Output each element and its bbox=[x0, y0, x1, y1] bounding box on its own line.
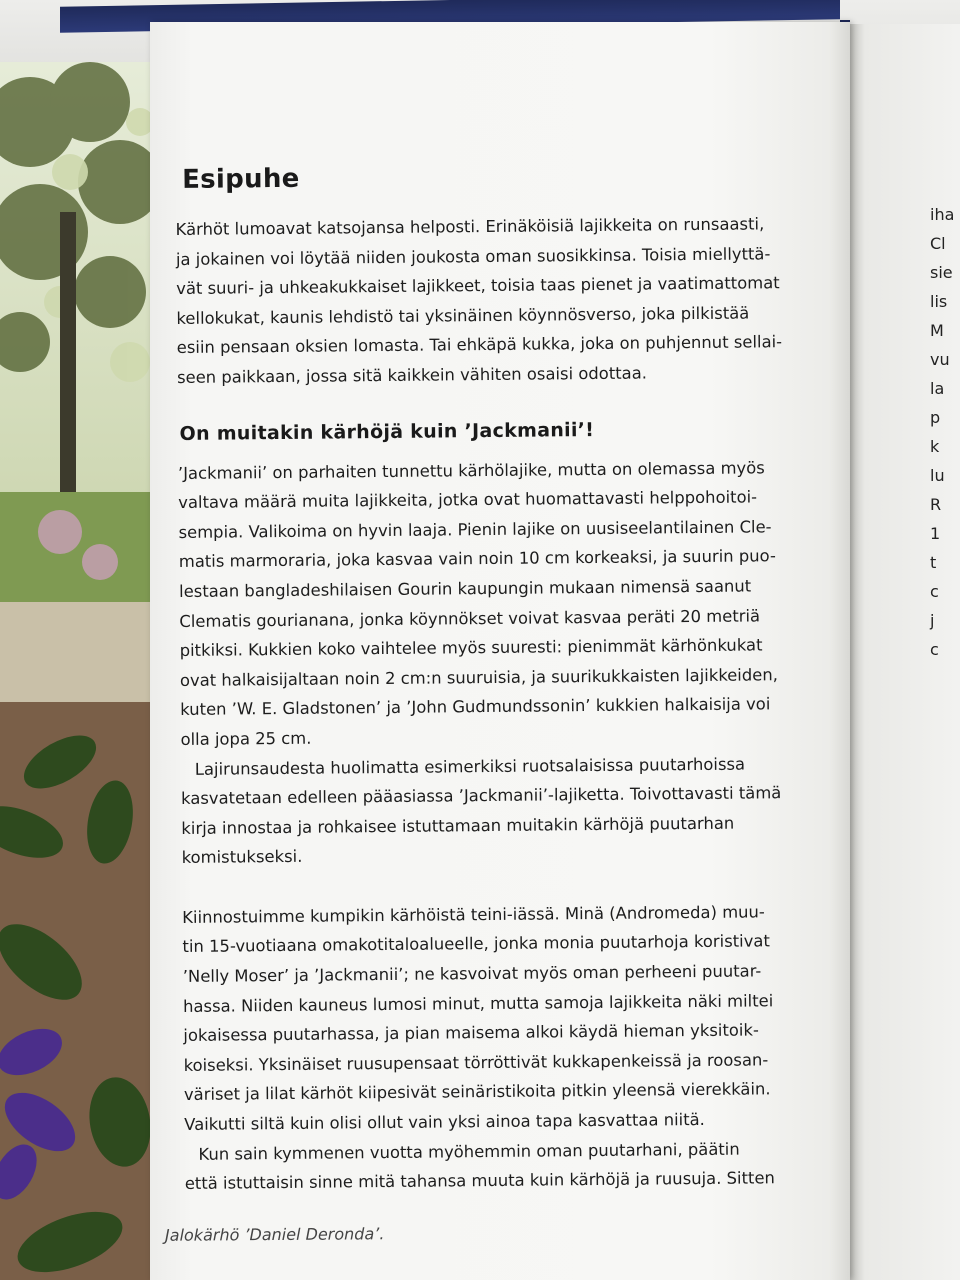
text-line: kasvatetaan edelleen pääasiassa ’Jackmanii’-lajiketta. Toivottavasti tämä bbox=[180, 783, 782, 809]
text-line: ja jokainen voi löytää niiden joukosta oman suosikkinsa. Toisia miellyttä- bbox=[175, 243, 771, 269]
garden-photo bbox=[0, 62, 155, 1280]
text-line: Lajirunsaudesta huolimatta esimerkiksi ruotsalaisissa puutarhoissa bbox=[194, 754, 746, 779]
text-line: kellokukat, kaunis lehdistö tai yksinäinen köynnösverso, joka pilkistää bbox=[176, 303, 750, 328]
text-fragment: sie bbox=[930, 263, 953, 282]
text-line: pitkiksi. Kukkien koko vaihtelee myös suuresti: pienimmät kärhönkukat bbox=[179, 635, 763, 661]
text-line: kirja innostaa ja rohkaisee istuttamaan muitakin kärhöjä puutarhan bbox=[181, 813, 735, 838]
page-heading: Esipuhe bbox=[181, 163, 300, 195]
text-line: olla jopa 25 cm. bbox=[180, 728, 312, 749]
text-line: ’Jackmanii’ on parhaiten tunnettu kärhölajike, mutta on olemassa myös bbox=[177, 457, 765, 483]
text-line: väriset ja lilat kärhöt kiipesivät seinäristikoita pitkin yleensä vierekkäin. bbox=[183, 1079, 771, 1105]
text-line: koiseksi. Yksinäiset ruusupensaat törröttivät kukkapenkeissä ja roosan- bbox=[183, 1050, 769, 1075]
section-paragraph-2 bbox=[181, 748, 822, 873]
text-line: ’Nelly Moser’ ja ’Jackmanii’; ne kasvoivat myös oman perheeni puutar- bbox=[182, 961, 762, 987]
section-paragraph-1 bbox=[178, 452, 821, 754]
text-line: seen paikkaan, jossa sitä kaikkein vähiten osaisi odottaa. bbox=[176, 363, 648, 387]
text-line: Clematis gourianana, jonka köynnökset voivat kasvaa peräti 20 metriä bbox=[179, 605, 761, 631]
text-line: Kärhöt lumoavat katsojansa helposti. Erinäköisiä lajikkeita on runsaasti, bbox=[175, 214, 765, 239]
text-line: hassa. Niiden kauneus lumosi minut, mutta samoja lajikkeita näki miltei bbox=[182, 990, 774, 1016]
text-line: esiin pensaan oksien lomasta. Tai ehkäpä kukka, joka on puhjennut sellai- bbox=[176, 332, 783, 358]
text-fragment: la bbox=[930, 379, 945, 398]
text-fragment: 1 bbox=[930, 524, 941, 543]
next-page-text bbox=[930, 200, 954, 664]
photo-caption: Jalokärhö ’Daniel Deronda’. bbox=[164, 1224, 385, 1245]
text-line: valtava määrä muita lajikkeita, jotka ovat huomattavasti helppohoitoi- bbox=[178, 487, 758, 513]
page-text bbox=[175, 159, 825, 1199]
text-fragment: j bbox=[930, 611, 935, 630]
text-fragment: p bbox=[930, 408, 941, 427]
text-line: että istuttaisin sinne mitä tahansa muuta kuin kärhöjä ja ruusuja. Sitten bbox=[184, 1168, 775, 1194]
text-line: tin 15-vuotiaana omakotitaloalueelle, jonka monia puutarhoja koristivat bbox=[182, 931, 770, 957]
text-line: sempia. Valikoima on hyvin laaja. Pienin lajike on uusiseelantilainen Cle- bbox=[178, 517, 772, 542]
section-heading: On muitakin kärhöjä kuin ’Jackmanii’! bbox=[179, 418, 595, 445]
text-fragment: lu bbox=[930, 466, 945, 485]
text-fragment: iha bbox=[930, 205, 955, 224]
text-fragment: c bbox=[930, 640, 939, 659]
text-fragment: k bbox=[930, 437, 940, 456]
text-line: Kun sain kymmenen vuotta myöhemmin oman puutarhani, päätin bbox=[198, 1139, 740, 1164]
intro-paragraph bbox=[175, 209, 817, 393]
section-paragraph-3 bbox=[182, 897, 824, 1140]
text-line: vät suuri- ja uhkeakukkaiset lajikkeet, toisia taas pienet ja vaatimattomat bbox=[176, 273, 780, 299]
text-fragment: R bbox=[930, 495, 942, 514]
text-line: Kiinnostuimme kumpikin kärhöistä teini-iässä. Minä (Andromeda) muu- bbox=[182, 902, 765, 927]
text-line: ovat halkaisijaltaan noin 2 cm:n suuruisia, ja suurikukkaisten lajikkeiden, bbox=[179, 664, 778, 690]
text-fragment: vu bbox=[930, 350, 950, 369]
text-fragment: c bbox=[930, 582, 939, 601]
text-line: lestaan bangladeshilaisen Gourin kaupungin mukaan nimensä saanut bbox=[179, 576, 752, 601]
text-fragment: M bbox=[930, 321, 944, 340]
text-line: Vaikutti siltä kuin olisi ollut vain yksi ainoa tapa kasvattaa niitä. bbox=[184, 1109, 705, 1134]
text-fragment: lis bbox=[930, 292, 948, 311]
text-fragment: Cl bbox=[930, 234, 946, 253]
text-line: matis marmoraria, joka kasvaa vain noin 10 cm korkeaksi, ja suurin puo- bbox=[178, 546, 776, 572]
text-line: kuten ’W. E. Gladstonen’ ja ’John Gudmundssonin’ kukkien halkaisija voi bbox=[180, 694, 771, 720]
section-paragraph-4 bbox=[184, 1133, 825, 1198]
text-fragment: t bbox=[930, 553, 937, 572]
text-line: jokaisessa puutarhassa, ja pian maisema alkoi käydä hieman yksitoik- bbox=[183, 1020, 759, 1046]
text-line: komistukseksi. bbox=[181, 847, 303, 868]
